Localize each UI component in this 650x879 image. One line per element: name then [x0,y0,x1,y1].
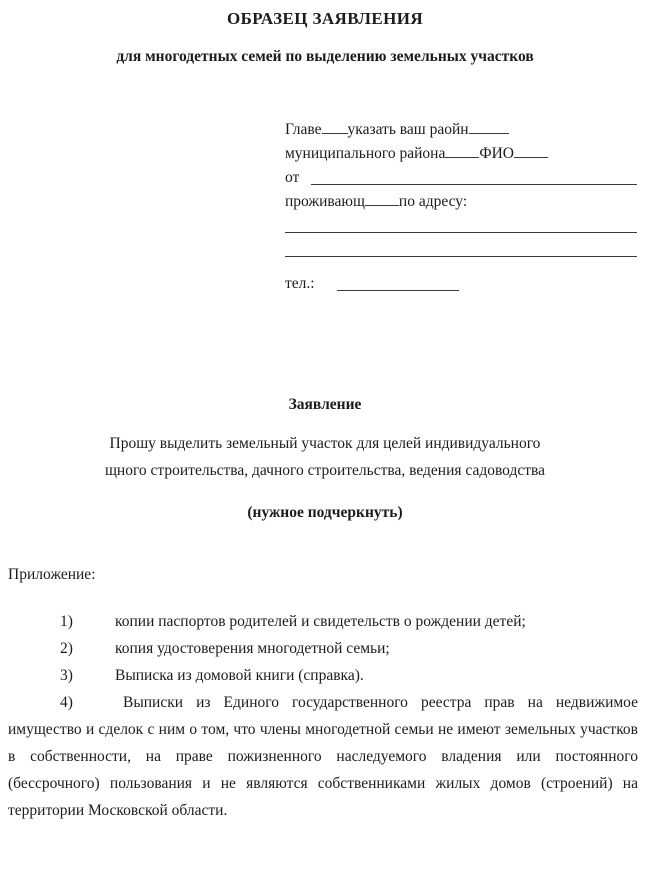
attachment-text-1: копии паспортов родителей и свидетельств о рождении детей; [115,613,526,630]
applicant-residing-blank [365,205,399,206]
statement-body-line-1: Прошу выделить земельный участок для целей индивидуального [109,435,541,452]
attachment-text-3: Выписка из домовой книги (справка). [115,667,364,684]
addressee-district-value: ФИО [479,145,514,162]
page-subtitle: для многодетных семей по выделению земельных участков [116,48,534,65]
applicant-phone-rule [337,290,459,291]
statement-underline-note: (нужное подчеркнуть) [247,504,403,521]
applicant-residing-prefix: проживающ [285,193,365,210]
applicant-address-rule-1 [285,232,637,233]
attachment-number-2: 2) [60,640,73,657]
attachment-text-4: Выписки из Единого государственного реестра прав на недвижимое имущество и сделок с ним о том, что члены многодетной семьи не имеют земельных участков в собственности, на праве пожизненного наследуемого владения или постоянного (бессрочного) пользования и не являются собственниками жилых домов (строений) на территории Московской области. [8,694,638,819]
attachment-text-2: копия удостоверения многодетной семьи; [115,640,390,657]
addressee-district-prefix: муниципального района [285,145,446,162]
attachment-number-4: 4) [60,694,73,711]
addressee-head-blank-right [469,133,509,134]
attachment-item-3 [0,662,642,689]
attachments-list [0,608,642,824]
statement-body-line-2: щного строительства, дачного строительства, ведения садоводства [104,462,546,479]
applicant-phone-line [285,272,637,296]
applicant-from-line [285,166,637,190]
page-title: ОБРАЗЕЦ ЗАЯВЛЕНИЯ [226,9,424,28]
attachment-item-1 [0,608,642,635]
statement-body [0,430,650,484]
addressee-head-value: указать ваш раойн [347,121,469,138]
applicant-from-label: от [285,169,300,186]
addressee-district-blank-left [445,157,479,158]
applicant-address-rule-2 [285,256,637,257]
applicant-from-rule [311,184,637,185]
applicant-residing-suffix: по адресу: [398,193,468,210]
attachment-item-4 [0,689,642,824]
addressee-head-blank-left [322,133,348,134]
statement-heading: Заявление [288,396,362,413]
applicant-phone-label: тел.: [285,275,315,292]
addressee-head-prefix: Главе [285,121,322,138]
attachment-number-1: 1) [60,613,73,630]
applicant-address-rule-1-row [285,214,637,238]
addressee-district-line [285,142,637,166]
addressee-head-line [285,118,637,142]
attachment-item-2 [0,635,642,662]
attachment-number-3: 3) [60,667,73,684]
applicant-residing-line [285,190,637,214]
addressee-district-blank-right [514,157,548,158]
attachments-label: Приложение: [8,566,96,583]
addressee-block [285,118,637,296]
applicant-address-rule-2-row [285,238,637,262]
